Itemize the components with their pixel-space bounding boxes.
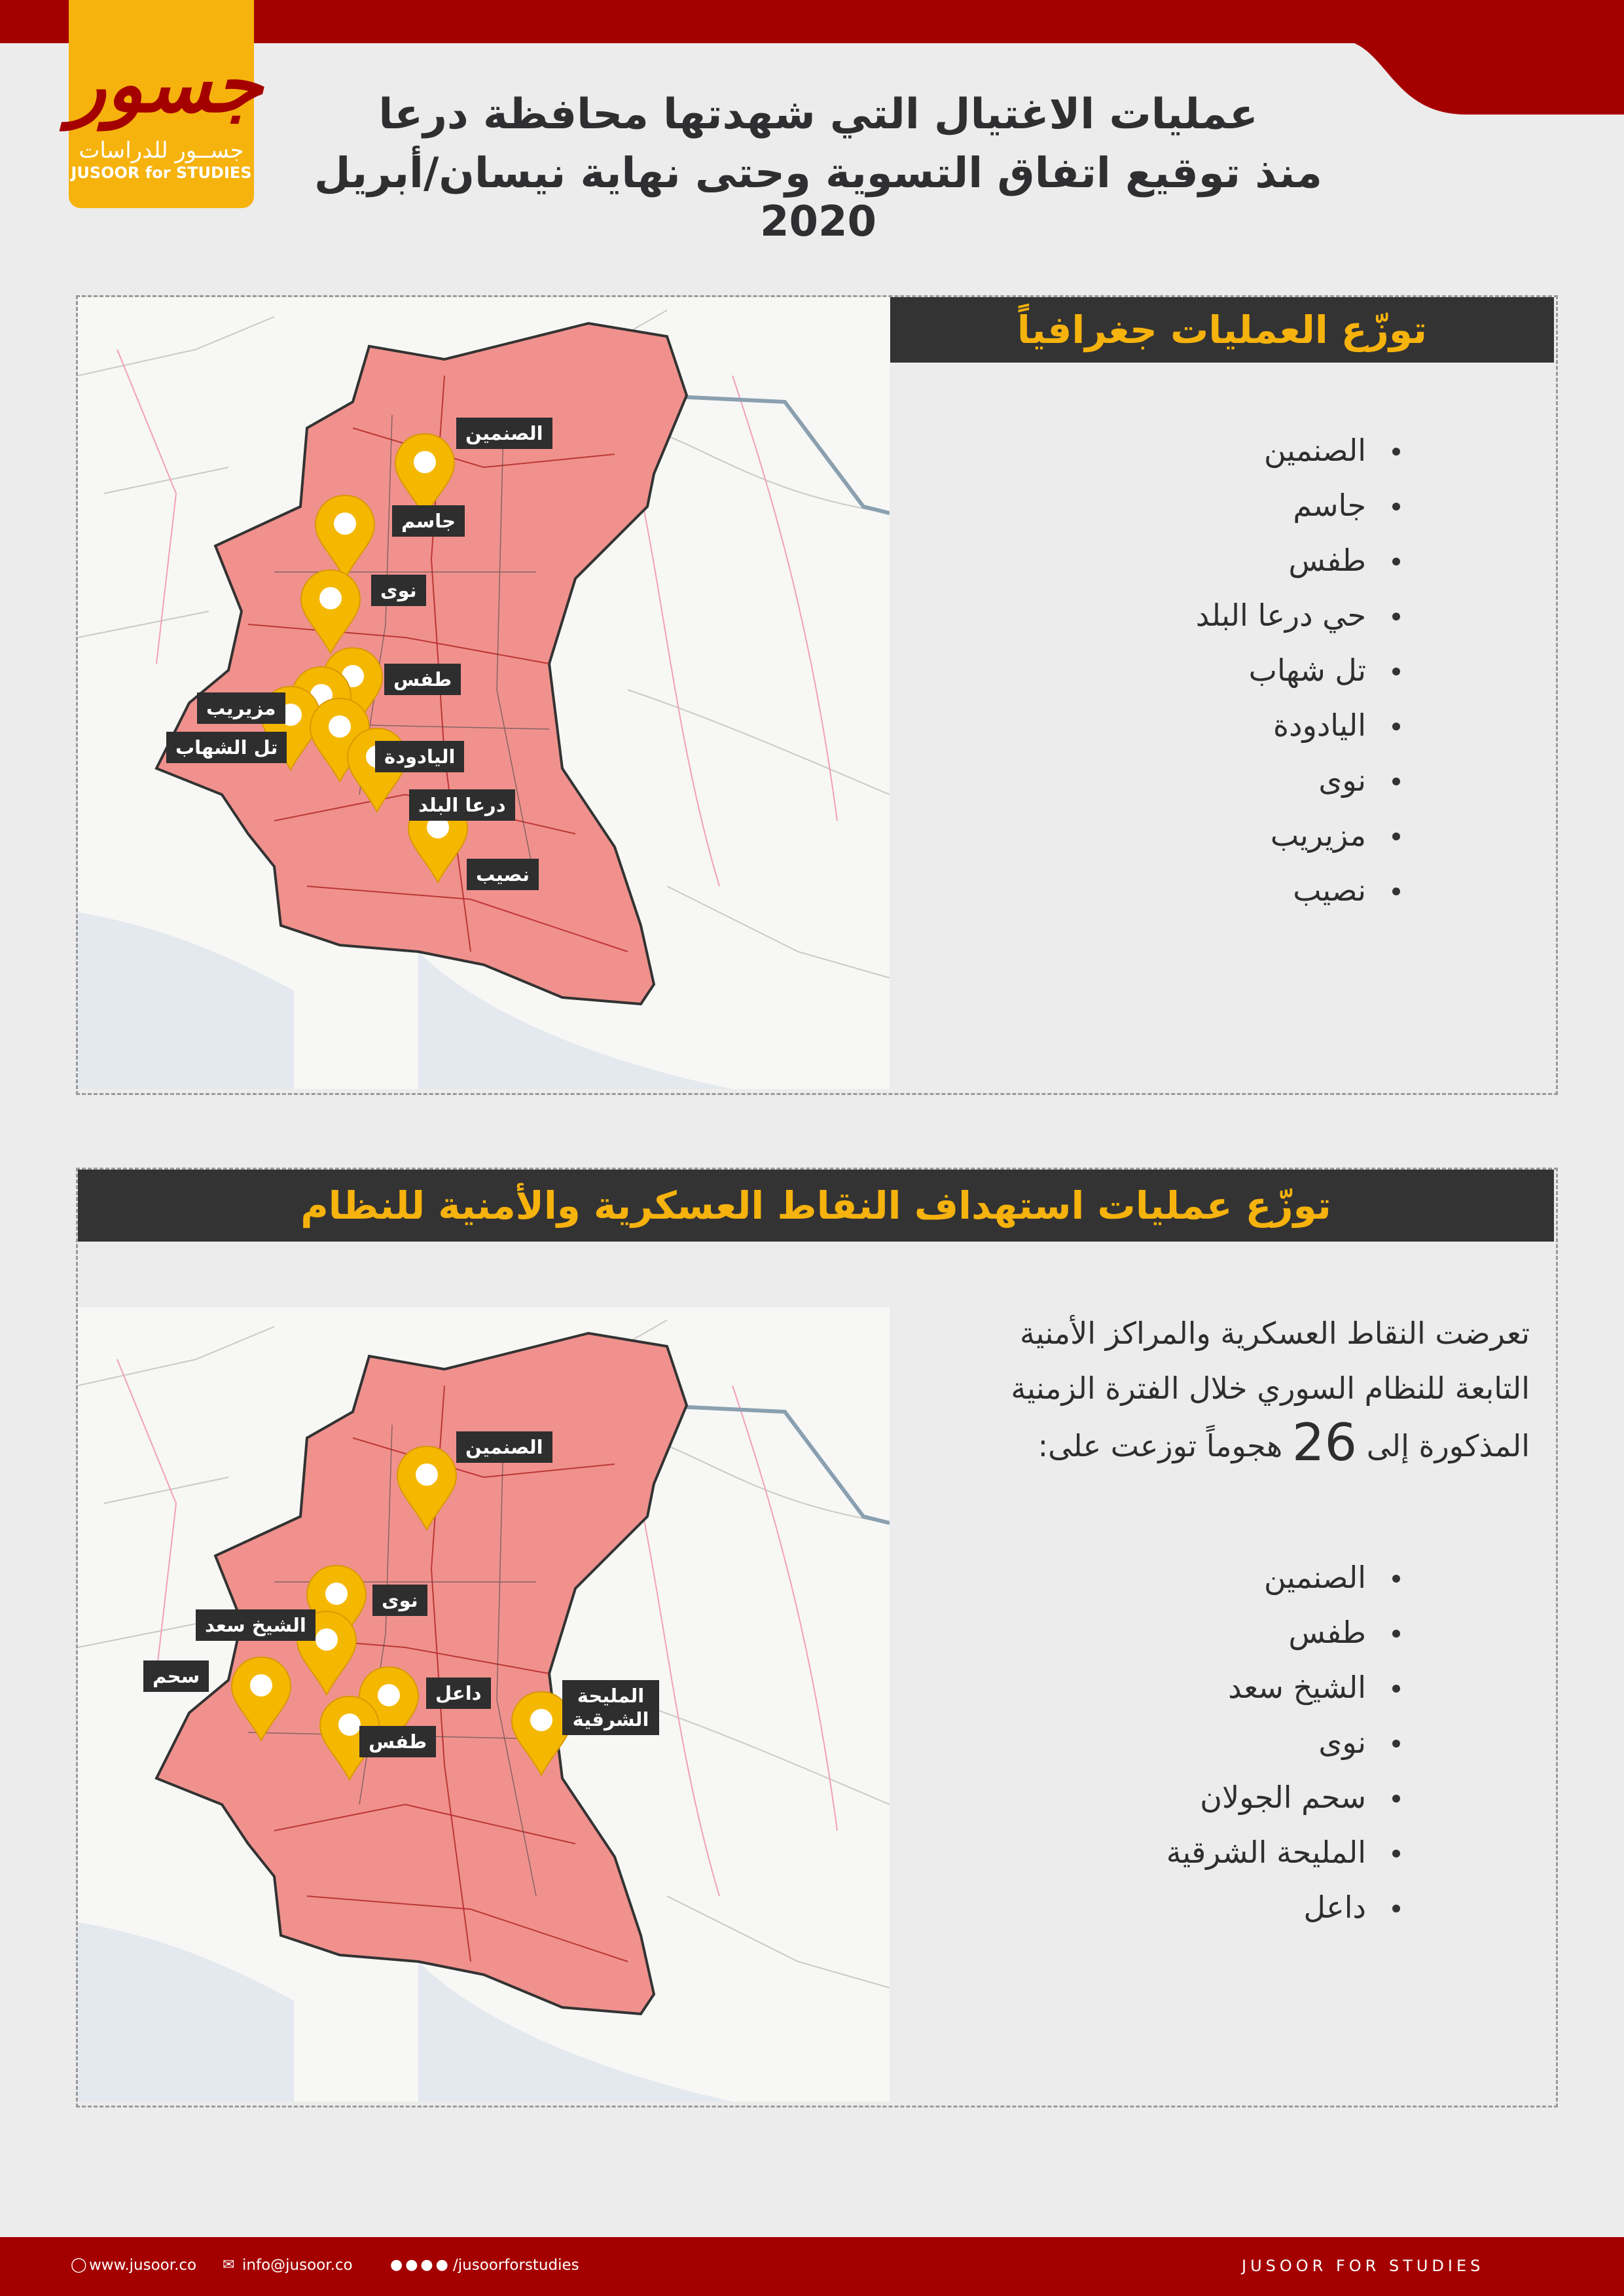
- footer-email[interactable]: info@jusoor.co: [242, 2257, 353, 2274]
- section1-heading: توزّع العمليات جغرافياً: [890, 297, 1554, 363]
- footer-website[interactable]: www.jusoor.co: [89, 2257, 197, 2274]
- map-label-muzayrib: مزيريب: [197, 692, 285, 724]
- map-label-tafas: طفس: [359, 1726, 436, 1757]
- map-label-mleiha: المليحة الشرقية: [562, 1680, 659, 1735]
- page-title-line1: عمليات الاغتيال التي شهدتها محافظة درعا: [378, 90, 1258, 139]
- logo-english: JUSOOR for STUDIES: [71, 164, 252, 182]
- list-item: حي درعا البلد: [1196, 588, 1366, 643]
- list-item: طفس: [1166, 1605, 1366, 1660]
- map-label-nasib: نصيب: [467, 859, 539, 890]
- map-label-sanamayn: الصنمين: [456, 418, 552, 449]
- para-text: المذكورة إلى: [1366, 1428, 1530, 1463]
- pin-icon: [397, 1446, 456, 1530]
- list-item: المليحة الشرقية: [1166, 1825, 1366, 1880]
- para-line-3: [875, 1416, 1530, 1473]
- section2-list: [1166, 1550, 1366, 1935]
- attack-count: 26: [1291, 1414, 1358, 1473]
- map-label-daraa-balad: درعا البلد: [409, 789, 515, 821]
- list-item: سحم الجولان: [1166, 1770, 1366, 1825]
- pin-icon: [395, 434, 454, 517]
- page-title-line2: منذ توقيع اتفاق التسوية وحتى نهاية نيسان/أبريل 2020: [314, 149, 1322, 246]
- list-item: جاسم: [1196, 478, 1366, 533]
- map-label-sheikh-saad: الشيخ سعد: [196, 1609, 316, 1641]
- map-label-saham: سحم: [143, 1660, 209, 1692]
- footer: [0, 2237, 1624, 2296]
- list-item: نوى: [1166, 1715, 1366, 1770]
- list-item: اليادودة: [1196, 698, 1366, 753]
- pin-icon: [316, 495, 374, 579]
- para-text: هجوماً توزعت على:: [1038, 1428, 1283, 1463]
- section1-map: [78, 297, 890, 1089]
- logo-mark: جسور: [69, 39, 263, 130]
- map-label-tal-shihab: تل الشهاب: [166, 732, 287, 763]
- section2-map: [78, 1307, 890, 2102]
- list-item: الشيخ سعد: [1166, 1660, 1366, 1715]
- list-item: الصنمين: [1196, 423, 1366, 478]
- list-item: الصنمين: [1166, 1550, 1366, 1605]
- section2-paragraph: [875, 1306, 1530, 1473]
- list-item: تل شهاب: [1196, 643, 1366, 698]
- footer-social[interactable]: /jusoorforstudies: [453, 2257, 579, 2274]
- map-label-jasim: جاسم: [392, 505, 465, 537]
- list-item: نوى: [1196, 753, 1366, 808]
- list-item: نصيب: [1196, 863, 1366, 918]
- map-label-nawa: نوى: [371, 575, 426, 606]
- map-label-dael: داعل: [426, 1677, 491, 1709]
- list-item: طفس: [1196, 533, 1366, 588]
- list-item: داعل: [1166, 1880, 1366, 1935]
- map-label-yadoudeh: اليادودة: [375, 741, 464, 772]
- map-label-nawa: نوى: [372, 1585, 427, 1616]
- list-item: مزيريب: [1196, 808, 1366, 863]
- para-line: التابعة للنظام السوري خلال الفترة الزمنية: [1011, 1371, 1530, 1406]
- pin-icon: [301, 570, 360, 653]
- section2-heading: توزّع عمليات استهداف النقاط العسكرية والأمنية للنظام: [78, 1170, 1554, 1242]
- section1-list: [1196, 423, 1366, 918]
- jusoor-logo: [69, 0, 263, 208]
- map-label-tafas: طفس: [384, 664, 461, 695]
- pin-icon: [232, 1657, 291, 1740]
- footer-brand: JUSOOR FOR STUDIES: [1242, 2257, 1485, 2275]
- map-label-sanamayn: الصنمين: [456, 1431, 552, 1463]
- para-line: تعرضت النقاط العسكرية والمراكز الأمنية: [1020, 1316, 1530, 1351]
- email-icon: ✉: [223, 2257, 235, 2273]
- social-icons: ●●●●: [390, 2257, 451, 2273]
- logo-arabic: جســور للدراسات: [79, 137, 244, 164]
- globe-icon: ◯: [71, 2257, 87, 2273]
